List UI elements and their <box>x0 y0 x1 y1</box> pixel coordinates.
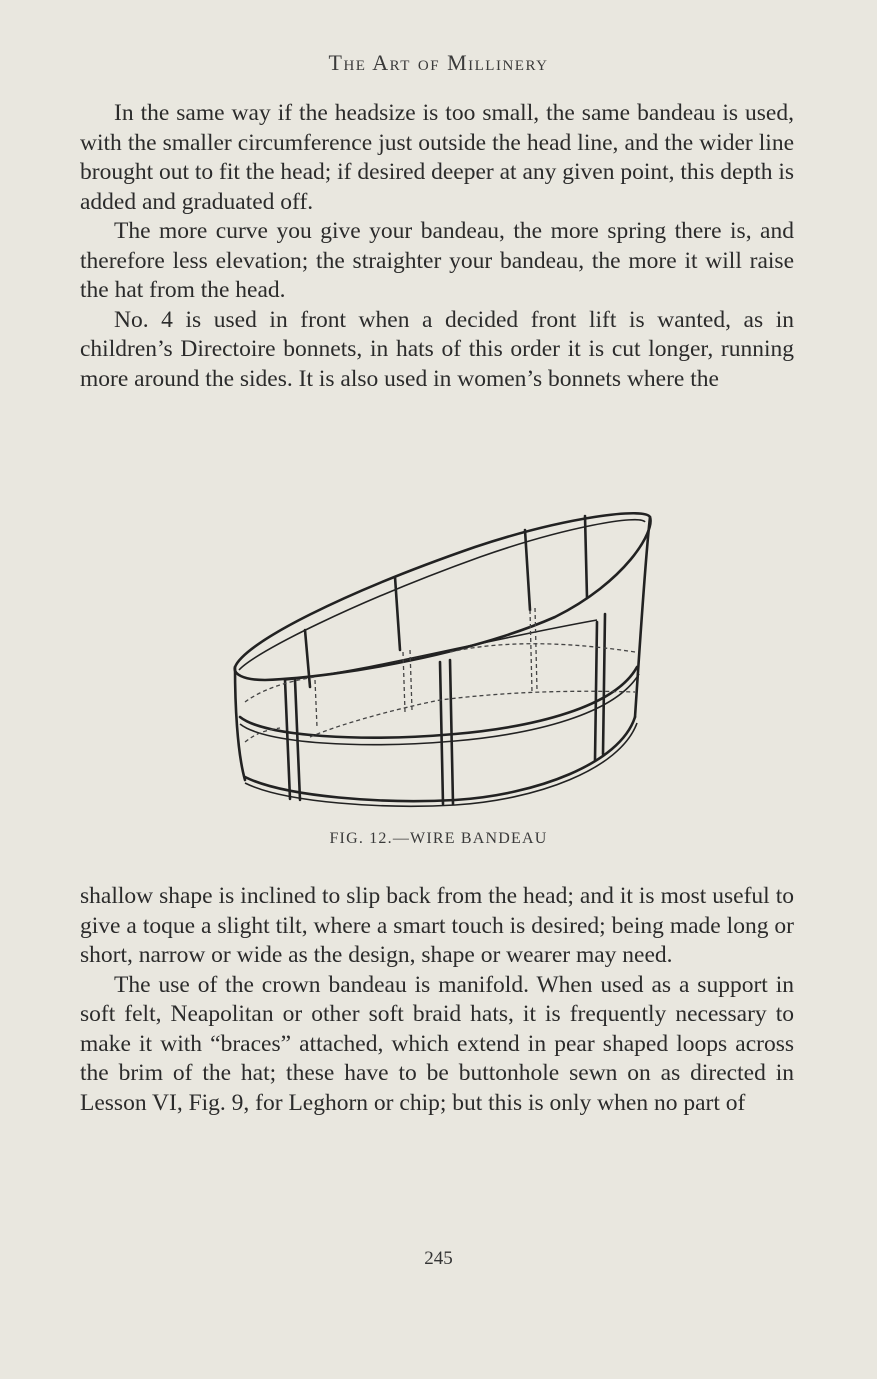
paragraph: The more curve you give your bandeau, the more spring there is, and therefore less elevation; the straighter your bandeau, the more it will raise the hat from the head. <box>80 218 794 303</box>
page-number: 245 <box>424 1248 453 1269</box>
paragraph: The use of the crown bandeau is manifold. When used as a support in soft felt, Neapolitan or other soft braid hats, it is frequently necessary to make it with “braces” attached, which extend in pear shaped loops across the brim of the hat; these have to be buttonhole sewn on as directed in Lesson VI, Fig. 9, for Leghorn or chip; but this is only when no part of <box>80 971 794 1116</box>
figure-caption: FIG. 12.—WIRE BANDEAU <box>329 830 548 847</box>
paragraph: No. 4 is used in front when a decided front lift is wanted, as in children’s Directoire bonnets, in hats of this order it is cut longer, running more around the sides. It is also used in women’s bonnets where the <box>80 306 794 392</box>
running-head: The Art of Millinery <box>328 50 549 75</box>
text-block-bottom <box>80 882 794 1118</box>
paragraph: In the same way if the headsize is too small, the same bandeau is used, with the smaller circumference just outside the head line, and the wider line brought out to fit the head; if desired deeper at any given point, this depth is added and graduated off. <box>80 100 794 215</box>
text-block-top <box>80 99 794 394</box>
wire-bandeau-illustration <box>225 502 665 812</box>
paragraph: shallow shape is inclined to slip back from the head; and it is most useful to give a toque a slight tilt, where a smart touch is desired; being made long or short, narrow or wide as the design, shape or wearer may need. <box>80 883 794 968</box>
